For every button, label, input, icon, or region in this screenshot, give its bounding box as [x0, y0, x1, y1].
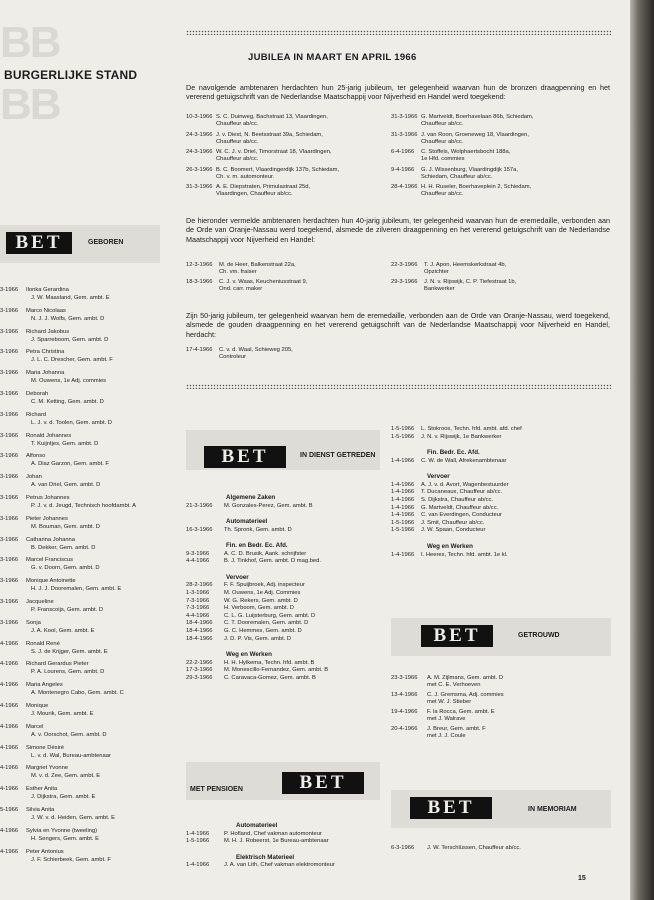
entry-date: 18-4-1966 [186, 620, 213, 627]
entry-date: 6-4-1966 [391, 149, 415, 155]
birth-date: 4-1966 [0, 827, 19, 834]
birth-date: 3-1966 [0, 495, 19, 501]
entry-line-2: Chauffeur ab/cc. [421, 191, 464, 198]
entry-line-2: Opzichter [424, 269, 449, 276]
entry-date: 1-5-1966 [186, 838, 210, 845]
entry-date: 1-5-1966 [391, 433, 415, 440]
birth-name: Catharina Johanna [26, 536, 75, 543]
birth-date: 3-1966 [0, 474, 19, 481]
jubilea-intro-50: Zijn 50-jarig jubileum, ter gelegenheid waarvan hem de eremedaille, verbonden aan de Orde van Oranje-Nassau, werd toegekend, alsmede de gouden draagpenning en het vererend getuigschrift van de Nederlandse Maatschappij voor Nijverheid en Handel, herdacht: [186, 311, 610, 339]
decorative-letters-top: BB [0, 18, 60, 67]
entry-text: J. W. Spaan, Conducteur [421, 527, 486, 534]
entry-date: 1-4-1966 [391, 489, 415, 496]
entry-date: 1-5-1966 [391, 519, 415, 526]
entry-text: G. Martveldt, Chauffeur ab/cc. [421, 504, 499, 511]
group-heading: Fin. en Bedr. Ec. Afd. [226, 542, 288, 550]
birth-parent: A. van Driel, Gem. ambt. D [31, 482, 101, 489]
entry-text: G. C. Hemmes, Gem. ambt. D [224, 628, 302, 634]
entry-text: Th. Spronk, Gem. ambt. D [224, 526, 292, 533]
group-heading: Weg en Werken [226, 651, 272, 659]
entry-date: 7-3-1966 [186, 597, 210, 604]
entry-date: 7-3-1966 [186, 605, 210, 612]
entry-text: J. N. v. Rijswijk, 1e Bankwerker [421, 433, 502, 440]
entry-text: W. G. Rekers, Gem. ambt. D [224, 597, 298, 604]
entry-date: 1-5-1966 [391, 426, 415, 432]
jubilea-intro-40: De hieronder vermelde ambtenaren herdachten hun 40-jarig jubileum, ter gelegenheid waarvan hun de eremedaille, verbonden aan de Orde van Oranje-Nassau werd toegekend, alsmede de zilveren draagpenning en het vererend getuigschrift van de Nederlandse Maatschappij voor Nijverheid en Handel: [186, 216, 610, 244]
entry-date: 1-4-1966 [391, 551, 415, 558]
birth-parent: B. Dekker, Gem. ambt. D [31, 544, 96, 551]
entry-date: 22-3-1966 [391, 262, 418, 268]
entry-date: 12-3-1966 [186, 262, 213, 268]
entry-date: 31-3-1966 [391, 114, 418, 120]
entry-date: 9-3-1966 [186, 550, 210, 557]
birth-parent: N. J. J. Wolfs, Gem. ambt. D [31, 315, 105, 322]
group-heading: Vervoer [427, 473, 450, 481]
entry-line-1: F. la Rocca, Gem. ambt. E [427, 709, 495, 715]
jubilea-title: JUBILEA IN MAART EN APRIL 1966 [248, 52, 417, 63]
birth-parent: A. Diaz Garzon, Gem. ambt. F [31, 461, 109, 468]
entry-date: 1-4-1966 [391, 512, 415, 519]
entry-date: 18-3-1966 [186, 278, 213, 285]
birth-date: 3-1966 [0, 599, 19, 605]
birth-parent: J. F. Schierbeek, Gem. ambt. F [31, 856, 111, 863]
jubilee-entry [391, 132, 616, 150]
bet-logo: BET [282, 772, 364, 794]
entry-line-2: Chauffeur ab/cc. [421, 121, 464, 128]
entry-date: 1-4-1966 [391, 481, 415, 488]
birth-date: 4-1966 [0, 723, 19, 730]
jubilee-entry [186, 114, 396, 132]
entry-text: S. Dijkstra, Chauffeur ab/cc. [421, 497, 494, 503]
entry-text: J. A. van Lith, Chef vakman elektromonteur [224, 862, 335, 869]
entry-line-1: J. v. Diest, N. Beetsstraat 39a, Schiedam, [216, 131, 323, 138]
entry-date: 29-3-1966 [391, 278, 418, 285]
entry-date: 20-4-1966 [391, 726, 418, 732]
entry-date: 17-3-1966 [186, 667, 213, 674]
birth-date: 3-1966 [0, 619, 19, 626]
birth-name: Monique Antoinette [26, 578, 76, 585]
birth-date: 3-1966 [0, 453, 19, 460]
birth-parent: A. v. Oorschot, Gem. ambt. D [31, 731, 107, 738]
entry-date: 1-5-1966 [391, 527, 415, 534]
entry-text: I. Heeres, Techn. hfd. ambt. 1e kl. [421, 551, 508, 558]
entry-date: 23-3-1966 [391, 675, 418, 681]
birth-date: 3-1966 [0, 349, 19, 356]
entry-text: C. W. de Wall, Afrekenambtenaar [421, 457, 507, 464]
group-heading: Automaterieel [236, 822, 278, 829]
entry-line-1: C. J. Gremsma, Adj. commies [427, 692, 504, 698]
entry-line-1: H. H. Ruseler, Boerhaveplein 2, Schiedam, [421, 184, 532, 190]
birth-name: Deborah [26, 391, 49, 397]
entry-date: 24-3-1966 [186, 149, 213, 155]
birth-parent: H. Sengers, Gem. ambt. E [31, 835, 99, 842]
jubilee-entry [391, 149, 616, 167]
entry-date: 13-4-1966 [391, 692, 418, 698]
birth-parent: P. Franscoijs, Gem. ambt. D [31, 607, 104, 613]
jubilee-entry [391, 726, 616, 743]
birth-name: Peter Antonius [26, 848, 64, 855]
birth-date: 3-1966 [0, 307, 19, 314]
birth-date: 3-1966 [0, 287, 19, 293]
bet-logo: BET [6, 232, 72, 254]
birth-parent: S. J. de Krijger, Gem. ambt. E [31, 648, 108, 655]
birth-parent: P. A. Lourens, Gem. ambt. D [31, 669, 105, 676]
birth-date: 5-1966 [0, 807, 19, 813]
entry-line-1: T. J. Apon, Heemskerkstraat 4b, [424, 262, 507, 268]
entry-date: 4-4-1966 [186, 612, 210, 619]
birth-name: Marco Nicolaas [26, 307, 66, 314]
getrouwd-list [391, 675, 616, 755]
birth-parent: P. J. v. d. Jeugd, Technisch hoofdambt. A [31, 503, 137, 509]
section-title-burgerlijke-stand: BURGERLIJKE STAND [4, 68, 138, 82]
birth-date: 3-1966 [0, 370, 19, 377]
decorative-letters-bottom: BB [0, 80, 60, 129]
page-number: 15 [578, 875, 586, 882]
birth-name: Richard Gerardus Pieter [26, 661, 89, 668]
birth-parent: L. J. v. d. Toolen, Gem. ambt. D [31, 419, 112, 426]
entry-date: 1-4-1966 [186, 862, 210, 869]
top-dotted-rule [186, 30, 611, 35]
birth-name: Richard Jakobus [26, 328, 70, 335]
birth-parent: G. v. Doorn, Gem. ambt. D [31, 565, 100, 572]
birth-parent: J. Dijkstra, Gem. ambt. E [31, 794, 96, 801]
births-list [0, 287, 170, 872]
birth-name: Esther Anita [26, 786, 58, 793]
entry-line-2: met C. E. Verhoeven [427, 682, 481, 689]
jubilee-entry [391, 279, 616, 296]
entry-text: A. C. D. Brusik, Aank. schrijfster [224, 550, 307, 557]
entry-text: A. J. v. d. Avort, Wagenbestuurder [421, 481, 509, 488]
jubilea-40-right-list [391, 262, 616, 302]
entry-line-1: C. Stoffels, Wolphaertsbocht 188a, [421, 149, 511, 155]
entry-text: J. Smit, Chauffeur ab/cc. [421, 519, 485, 526]
group-heading: Elektrisch Materieel [236, 853, 295, 861]
birth-date: 4-1966 [0, 848, 19, 855]
birth-parent: H. J. J. Dooremalen, Gem. ambt. E [31, 586, 122, 593]
entry-date: 24-3-1966 [186, 131, 213, 138]
entry-text: J. D. P. Vis, Gem. ambt. D [224, 635, 292, 642]
memoriam-list [391, 845, 616, 865]
entry-line-2: Vlaardingen, Chauffeur ab/cc. [216, 191, 293, 198]
birth-parent: T. Kuijntjes, Gem. ambt. D [31, 440, 99, 447]
birth-date: 3-1966 [0, 411, 19, 418]
entry-date: 18-4-1966 [186, 628, 213, 634]
bet-logo: BET [410, 797, 492, 819]
entry-date: 26-3-1966 [186, 166, 213, 173]
entry-line-2: Controleur [219, 354, 247, 361]
entry-date: 17-4-1966 [186, 347, 213, 353]
geboren-caption: GEBOREN [88, 239, 124, 246]
entry-text: M. Gonzales-Perez, Gem. ambt. B [224, 502, 313, 509]
jubilea-25-left-list [186, 114, 396, 204]
birth-parent: M. Bouman, Gem. ambt. D [31, 523, 100, 530]
entry-line-2: Chauffeur ab/cc. [216, 138, 259, 145]
birth-date: 4-1966 [0, 786, 19, 793]
entry-line-2: Ch. v. m. automonteur. [216, 173, 275, 180]
birth-name: Maria Johanna [26, 370, 65, 377]
birth-name: Ronald René [26, 640, 60, 647]
birth-name: Maria Angeles [26, 682, 63, 689]
entry-date: 31-3-1966 [391, 131, 418, 138]
birth-parent: J. W. v. d. Heiden, Gem. ambt. E [31, 815, 115, 821]
birth-name: Jacqueline [26, 599, 54, 605]
birth-date: 4-1966 [0, 640, 19, 647]
group-heading: Algemene Zaken [226, 494, 276, 501]
entry-text: C. T. Dooremalen, Gem. ambt. D [224, 620, 309, 627]
birth-parent: J. Sparreboom, Gem. ambt. D [31, 336, 109, 343]
entry-date: 10-3-1966 [186, 114, 213, 120]
jubilee-entry [391, 167, 616, 185]
birth-date: 4-1966 [0, 703, 19, 709]
jubilee-entry [391, 675, 616, 692]
entry-line-2: Chauffeur ab/cc. [216, 121, 259, 128]
entry-date: 4-4-1966 [186, 558, 210, 565]
middle-dotted-rule [186, 384, 611, 389]
jubilee-entry [186, 167, 396, 185]
entry-text: C. L. G. Luijsterburg, Gem. ambt. D [224, 612, 316, 619]
entry-text: M. Monescillo-Fernandez, Gem. ambt. B [224, 667, 329, 674]
entry-line-1: G. J. Wissenburg, Vlaardingdijk 157a, [421, 166, 518, 173]
entry-line-1: A. E. Diepstraten, Primulastraat 25d, [216, 184, 311, 190]
entry-text: M. H. J. Robeerst, 1e Bureau-ambtenaar [224, 838, 329, 845]
birth-parent: A. Montenegro Cabo, Gem. ambt. C [31, 690, 124, 697]
entry-text: L. Stokroos, Techn. hfd. ambt. afd. chef [421, 426, 522, 432]
entry-line-2: met J. J. Coule [427, 733, 466, 740]
entry-date: 31-3-1966 [186, 184, 213, 190]
birth-parent: M. Ouwens, 1e Adj. commies [31, 378, 107, 385]
bet-logo: BET [421, 625, 493, 647]
birth-name: Petrus Johannes [26, 495, 70, 501]
entry-date: 9-4-1966 [391, 166, 415, 173]
birth-name: Richard [26, 411, 46, 418]
entry-line-1: W. C. J. v. Driel, Timorstraat 18, Vlaardingen, [216, 149, 332, 155]
entry-text: B. J. Tinkhof, Gem. ambt. D mag.bed. [224, 558, 321, 565]
birth-name: Ilonka Gerardina [26, 287, 69, 293]
birth-date: 3-1966 [0, 536, 19, 543]
entry-date: 21-3-1966 [186, 502, 213, 509]
birth-name: Marcel Franciscus [26, 557, 74, 564]
jubilea-25-right-list [391, 114, 616, 204]
entry-line-2: Chauffeur ab/cc. [216, 156, 259, 163]
entry-date: 1-3-1966 [186, 590, 210, 596]
jubilea-intro-25: De navolgende ambtenaren herdachten hun 25-jarig jubileum, ter gelegenheid waarvan hun de bronzen draagpenning en het vererend getuigschrift van de Nederlandse Maatschappij voor Nijverheid en Handel werd toegekend: [186, 83, 610, 102]
entry-line-1: J. van Roon, Groeneweg 18, Vlaardingen, [421, 131, 529, 138]
birth-parent: J. Mourik, Gem. ambt. E [31, 711, 94, 717]
birth-name: Marcel [26, 723, 44, 730]
birth-name: Silvia Anita [26, 807, 55, 813]
indienst-list [186, 494, 386, 744]
entry-text: J. W. Terschlüssen, Chauffeur ab/cc. [427, 845, 521, 851]
entry-line-1: J. N. v. Rijswijk, C. P. Tiefestraat 1b, [424, 278, 517, 285]
entry-text: F. F. Spuijbroek, Adj. inspecteur [224, 582, 305, 589]
birth-date: 4-1966 [0, 744, 19, 751]
birth-parent: L. v. d. Wal, Bureau-ambtenaar [31, 752, 111, 759]
group-heading: Weg en Werken [427, 543, 473, 550]
jubilee-entry [186, 262, 396, 279]
entry-line-2: Schiedam, Chauffeur ab/cc. [421, 173, 493, 180]
birth-name: Sylvia en Yvonne (tweeling) [26, 827, 98, 834]
birth-date: 4-1966 [0, 661, 19, 668]
entry-date: 28-4-1966 [391, 184, 418, 190]
birth-name: Monique [26, 703, 49, 709]
entry-text: H. H. Hylkema, Techn. hfd. ambt. B [224, 659, 315, 666]
entry-line-1: S. C. Duinweg, Bachstraat 13, Vlaardingen, [216, 114, 328, 120]
entry-line-2: Ond. carr. maker [219, 285, 263, 292]
jubilee-entry [186, 132, 396, 150]
birth-date: 3-1966 [0, 432, 19, 439]
jubilee-entry [391, 709, 616, 726]
jubilee-entry [391, 262, 616, 279]
entry-line-1: B. C. Boomert, Vlaardingerdijk 137b, Schiedam, [216, 166, 340, 173]
birth-name: Petra Christina [26, 349, 65, 356]
jubilee-entry [186, 184, 396, 202]
entry-text: T. Ducaneaux, Chauffeur ab/cc. [421, 489, 503, 496]
jubilea-50-list [186, 347, 396, 367]
indienst-continued-list [391, 426, 616, 606]
jubilee-entry [391, 114, 616, 132]
group-heading: Automaterieel [226, 518, 268, 526]
group-heading: Vervoer [226, 573, 249, 581]
entry-text: M. Ouwens, 1e Adj. Commies [224, 590, 301, 596]
entry-date: 29-3-1966 [186, 674, 213, 681]
entry-line-1: G. Martveldt, Boerhavelaan 86b, Schiedam, [421, 114, 534, 120]
birth-name: Sonja [26, 619, 41, 626]
entry-date: 6-3-1966 [391, 845, 415, 851]
birth-parent: J. W. Maasland, Gem. ambt. E [31, 295, 110, 301]
birth-name: Pieter Johannes [26, 515, 68, 522]
entry-line-2: met W. J. Stieber [427, 699, 472, 706]
birth-parent: M. v. d. Zee, Gem. ambt. E [31, 773, 101, 780]
pensioen-list [186, 822, 386, 882]
birth-name: Ronald Johannes [26, 432, 72, 439]
jubilee-entry [186, 347, 396, 364]
bet-logo: BET [204, 446, 286, 468]
entry-line-2: met J. Walrave [427, 716, 466, 723]
entry-line-1: J. Breur, Gem. ambt. F [427, 726, 486, 732]
birth-parent: C. M. Ketting, Gem. ambt. D [31, 399, 104, 405]
entry-date: 22-2-1966 [186, 659, 213, 666]
birth-name: Alfonso [26, 453, 46, 460]
jubilee-entry [186, 279, 396, 296]
birth-parent: J. L. C. Drescher, Gem. ambt. F [31, 357, 113, 364]
pensioen-caption: MET PENSIOEN [190, 786, 243, 793]
entry-line-1: C. v. d. Waal, Schieweg 205, [219, 347, 293, 353]
entry-line-1: M. de Heer, Balkenstraat 22a, [219, 262, 296, 268]
entry-text: C. Caravaca-Gomez, Gem. ambt. B [224, 674, 316, 681]
birth-date: 3-1966 [0, 578, 19, 585]
entry-line-2: 1e Hfd. commies [421, 156, 465, 163]
entry-date: 16-3-1966 [186, 526, 213, 533]
entry-text: H. Verboom, Gem. ambt. D [224, 605, 294, 612]
entry-line-2: Ch. vm. fraiser [219, 269, 257, 276]
entry-line-2: Chauffeur ab/cc. [421, 138, 464, 145]
birth-date: 4-1966 [0, 765, 19, 772]
entry-line-1: A. M. Zijlmans, Gem. ambt. D [427, 675, 504, 681]
jubilee-entry [186, 149, 396, 167]
birth-date: 3-1966 [0, 515, 19, 522]
birth-name: Margriet Yvonne [26, 765, 69, 772]
entry-date: 1-4-1966 [391, 504, 415, 511]
jubilee-entry [391, 692, 616, 709]
entry-text: C. van Everdingen, Conducteur [421, 512, 502, 519]
group-heading: Fin. Bedr. Ec. Afd. [427, 449, 480, 457]
indienst-caption: IN DIENST GETREDEN [300, 452, 376, 459]
entry-date: 1-4-1966 [391, 497, 415, 503]
entry-date: 1-4-1966 [391, 457, 415, 464]
entry-date: 18-4-1966 [186, 635, 213, 642]
birth-date: 3-1966 [0, 557, 19, 564]
entry-line-1: C. J. v. Waas, Keucheniusstraat 9, [219, 278, 308, 285]
getrouwd-caption: GETROUWD [518, 632, 560, 639]
jubilee-entry [391, 184, 616, 202]
entry-text: P. Hofland, Chef vakman automonteur [224, 830, 322, 837]
birth-date: 3-1966 [0, 391, 19, 397]
birth-date: 4-1966 [0, 682, 19, 689]
jubilea-40-left-list [186, 262, 396, 302]
birth-name: Johan [26, 474, 42, 481]
book-binding [630, 0, 654, 900]
birth-date: 3-1966 [0, 328, 19, 335]
entry-date: 19-4-1966 [391, 709, 418, 715]
birth-name: Simone Désiré [26, 744, 65, 751]
entry-date: 28-2-1966 [186, 582, 213, 589]
entry-date: 1-4-1966 [186, 830, 210, 837]
birth-parent: J. A. Kool, Gem. ambt. E [31, 627, 95, 634]
memoriam-caption: IN MEMORIAM [528, 806, 577, 813]
entry-line-2: Bankwerker [424, 285, 455, 292]
